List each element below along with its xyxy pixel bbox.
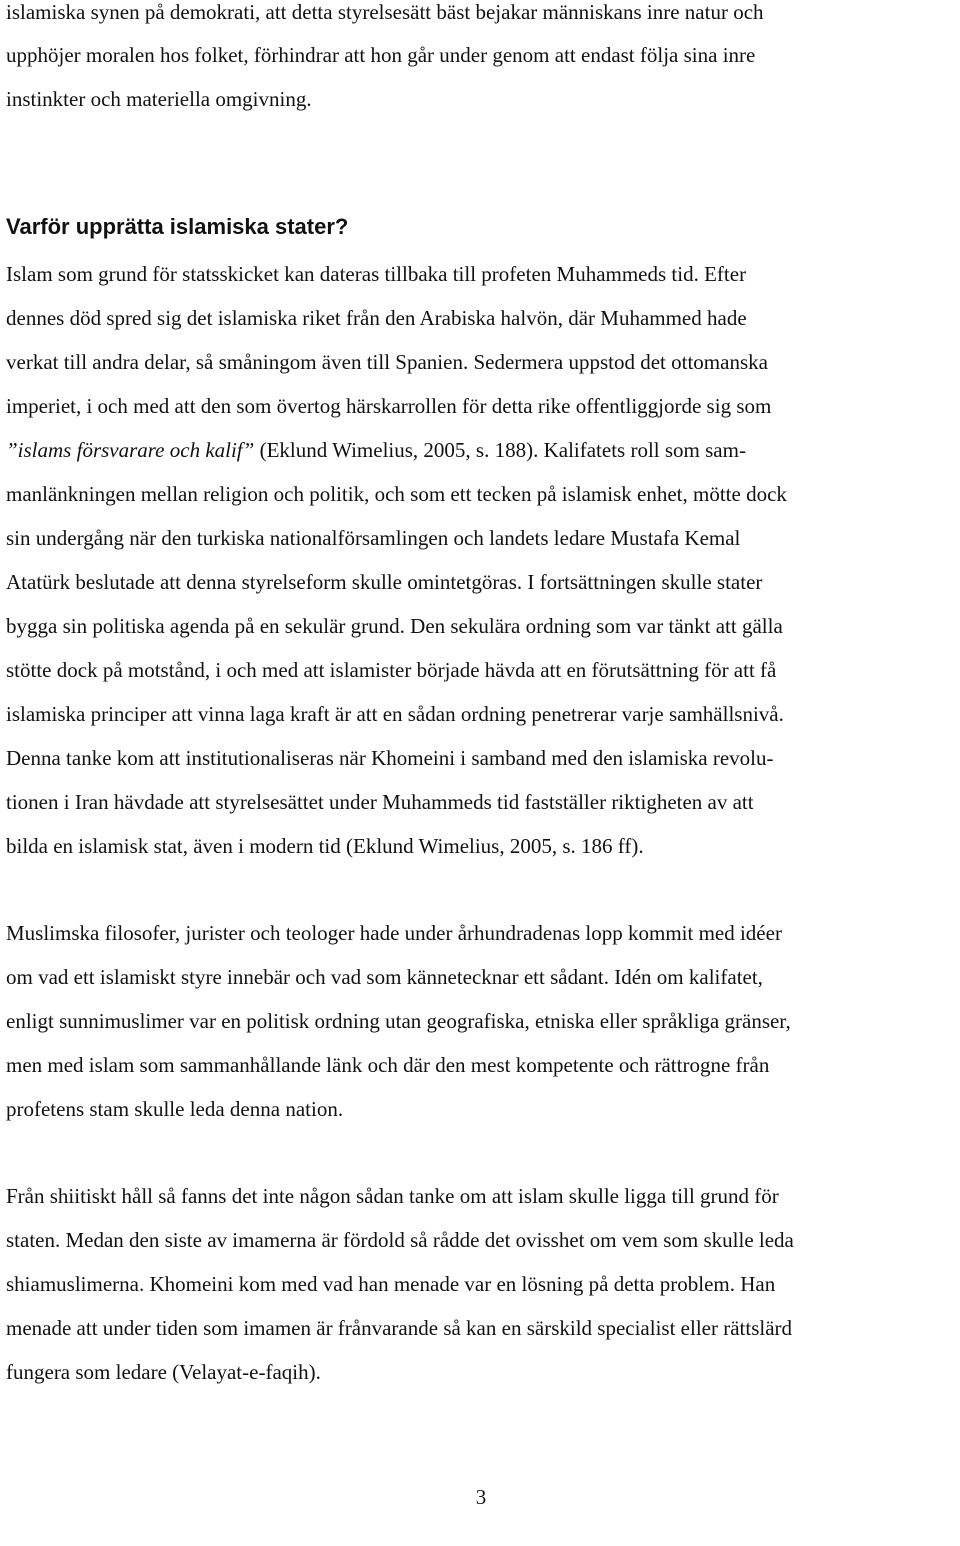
section-heading: Varför upprätta islamiska stater? (6, 214, 349, 239)
text-line: stötte dock på motstånd, i och med att islamister började hävda att en förutsättning för att få (6, 658, 777, 682)
text-line: tionen i Iran hävdade att styrelsesättet under Muhammeds tid fastställer riktigheten av att (6, 790, 754, 814)
text-line: shiamuslimerna. Khomeini kom med vad han menade var en lösning på detta problem. Han (6, 1272, 776, 1296)
text-line: Från shiitiskt håll så fanns det inte någon sådan tanke om att islam skulle ligga till grund för (6, 1184, 779, 1208)
text-line: fungera som ledare (Velayat-e-faqih). (6, 1360, 321, 1384)
text-line: Islam som grund för statsskicket kan dateras tillbaka till profeten Muhammeds tid. Efter (6, 262, 747, 286)
citation-text: (Eklund Wimelius, 2005, s. 188). Kalifatets roll som sam- (254, 438, 746, 462)
text-line: bilda en islamisk stat, även i modern tid (Eklund Wimelius, 2005, s. 186 ff). (6, 834, 644, 858)
page-number: 3 (475, 1485, 487, 1509)
italic-quote: ”islams försvarare och kalif” (6, 438, 255, 462)
text-line: upphöjer moralen hos folket, förhindrar att hon går under genom att endast följa sina inre (6, 43, 756, 67)
text-line: islamiska principer att vinna laga kraft är att en sådan ordning penetrerar varje samhällsnivå. (6, 702, 784, 726)
text-line: Atatürk beslutade att denna styrelseform skulle omintetgöras. I fortsättningen skulle stater (6, 570, 763, 594)
text-line: sin undergång när den turkiska nationalförsamlingen och landets ledare Mustafa Kemal (6, 526, 741, 550)
text-line: islamiska synen på demokrati, att detta styrelsesätt bäst bejakar människans inre natur och (6, 0, 764, 24)
text-line: verkat till andra delar, så småningom även till Spanien. Sedermera uppstod det ottomanska (6, 350, 768, 374)
text-line-quote (6, 437, 746, 463)
text-line: men med islam som sammanhållande länk och där den mest kompetente och rättrogne från (6, 1053, 770, 1077)
text-line: Denna tanke kom att institutionaliseras när Khomeini i samband med den islamiska revolu- (6, 746, 774, 770)
text-line: Muslimska filosofer, jurister och teologer hade under århundradenas lopp kommit med idéer (6, 921, 782, 945)
text-line: bygga sin politiska agenda på en sekulär grund. Den sekulära ordning som var tänkt att gälla (6, 614, 783, 638)
text-line: manlänkningen mellan religion och politik, och som ett tecken på islamisk enhet, mötte dock (6, 482, 787, 506)
text-line: instinkter och materiella omgivning. (6, 87, 312, 111)
text-line: menade att under tiden som imamen är frånvarande så kan en särskild specialist eller rättslärd (6, 1316, 793, 1340)
text-line: profetens stam skulle leda denna nation. (6, 1097, 344, 1121)
text-line: imperiet, i och med att den som övertog härskarrollen för detta rike offentliggjorde sig som (6, 394, 772, 418)
text-line: enligt sunnimuslimer var en politisk ordning utan geografiska, etniska eller språkliga gränser, (6, 1009, 791, 1033)
text-line: om vad ett islamiskt styre innebär och vad som kännetecknar ett sådant. Idén om kalifatet, (6, 965, 763, 989)
text-line: staten. Medan den siste av imamerna är fördold så rådde det ovisshet om vem som skulle leda (6, 1228, 794, 1252)
text-line: dennes död spred sig det islamiska riket från den Arabiska halvön, där Muhammed hade (6, 306, 747, 330)
